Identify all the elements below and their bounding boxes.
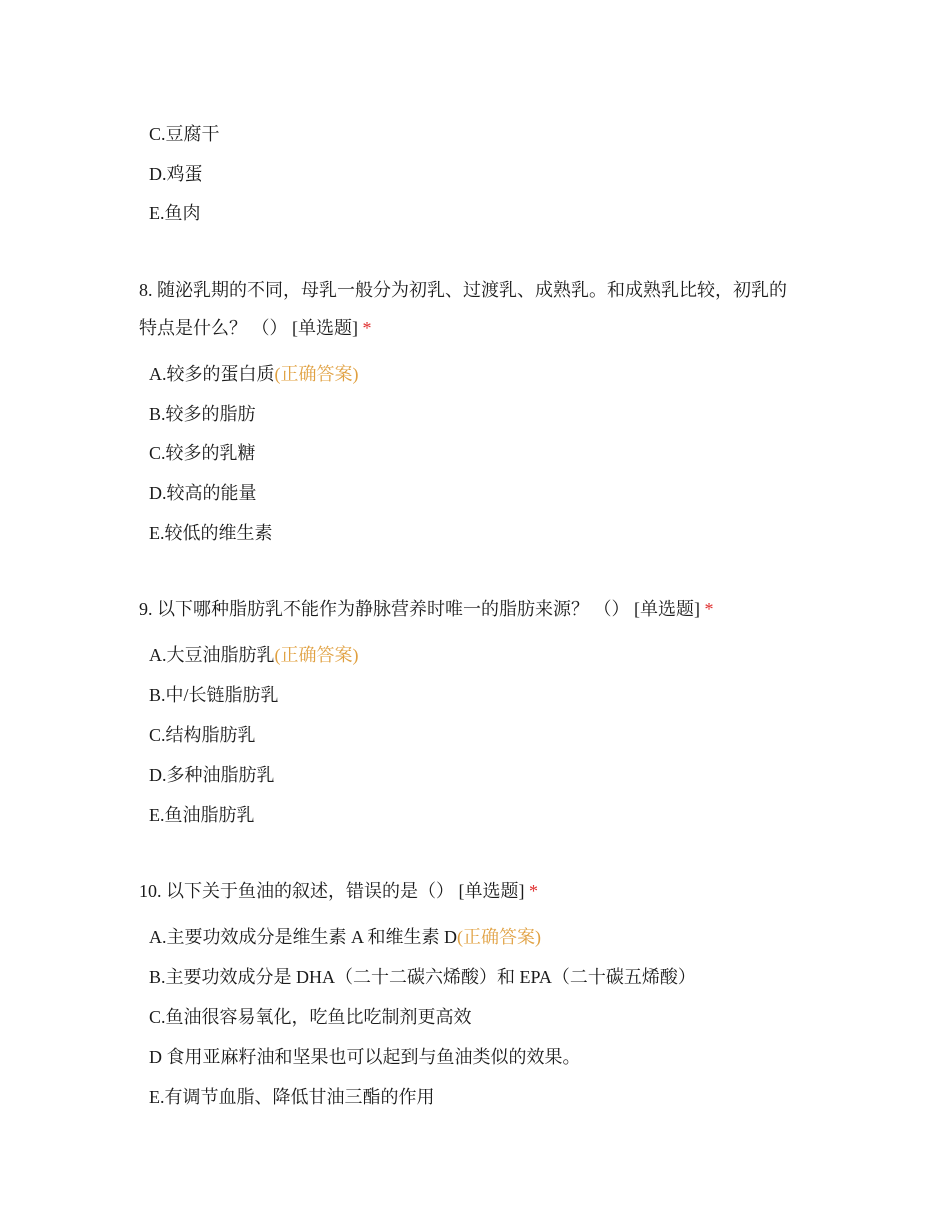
- option-text: A.大豆油脂肪乳: [149, 645, 275, 665]
- option-q10-c: [149, 1004, 472, 1030]
- option-text: C.较多的乳糖: [149, 443, 256, 463]
- option-q9-b: [149, 682, 279, 708]
- question-8-title-line2: [139, 315, 372, 341]
- option-text: D 食用亚麻籽油和坚果也可以起到与鱼油类似的效果。: [149, 1047, 581, 1067]
- option-q8-d: [149, 480, 257, 506]
- option-text: D.多种油脂肪乳: [149, 765, 275, 785]
- option-text: E.较低的维生素: [149, 523, 273, 543]
- option-q9-d: [149, 762, 275, 788]
- option-q10-d: [149, 1044, 581, 1070]
- option-text: C.豆腐干: [149, 124, 220, 144]
- option-text: D.较高的能量: [149, 483, 257, 503]
- option-q8-b: [149, 401, 256, 427]
- option-text: D.鸡蛋: [149, 164, 203, 184]
- option-text: B.较多的脂肪: [149, 404, 256, 424]
- option-q9-e: [149, 802, 255, 828]
- option-text: B.中/长链脂肪乳: [149, 685, 279, 705]
- option-text: B.主要功效成分是 DHA（二十二碳六烯酸）和 EPA（二十碳五烯酸）: [149, 967, 696, 987]
- option-text: C.结构脂肪乳: [149, 725, 256, 745]
- correct-answer-tag: (正确答案): [274, 364, 359, 384]
- required-star: *: [529, 881, 538, 901]
- option-text: A.主要功效成分是维生素 A 和维生素 D: [149, 927, 458, 947]
- question-text: 9. 以下哪种脂肪乳不能作为静脉营养时唯一的脂肪来源？ （） [单选题]: [139, 599, 700, 619]
- option-text: C.鱼油很容易氧化，吃鱼比吃制剂更高效: [149, 1007, 472, 1027]
- option-q7-e: [149, 200, 201, 226]
- question-9-title: [139, 596, 714, 622]
- correct-answer-tag: (正确答案): [274, 645, 359, 665]
- option-q10-e: [149, 1084, 435, 1110]
- required-star: *: [704, 599, 714, 619]
- option-q9-a: [149, 642, 359, 668]
- option-q10-b: [149, 964, 696, 990]
- option-q8-e: [149, 520, 273, 546]
- correct-answer-tag: (正确答案): [457, 927, 542, 947]
- option-q8-c: [149, 440, 256, 466]
- option-text: A.较多的蛋白质: [149, 364, 275, 384]
- question-10-title: [139, 878, 538, 904]
- required-star: *: [362, 318, 372, 338]
- question-text: 10. 以下关于鱼油的叙述，错误的是（） [单选题]: [139, 881, 525, 901]
- option-text: E.有调节血脂、降低甘油三酯的作用: [149, 1087, 435, 1107]
- option-text: E.鱼油脂肪乳: [149, 805, 255, 825]
- option-q7-d: [149, 161, 203, 187]
- option-q10-a: [149, 924, 541, 950]
- option-q9-c: [149, 722, 256, 748]
- question-text: 特点是什么？ （） [单选题]: [139, 318, 358, 338]
- option-q7-c: [149, 121, 220, 147]
- option-q8-a: [149, 361, 359, 387]
- question-text: 8. 随泌乳期的不同，母乳一般分为初乳、过渡乳、成熟乳。和成熟乳比较，初乳的: [139, 280, 787, 300]
- question-8-title-line1: [139, 277, 787, 303]
- option-text: E.鱼肉: [149, 203, 201, 223]
